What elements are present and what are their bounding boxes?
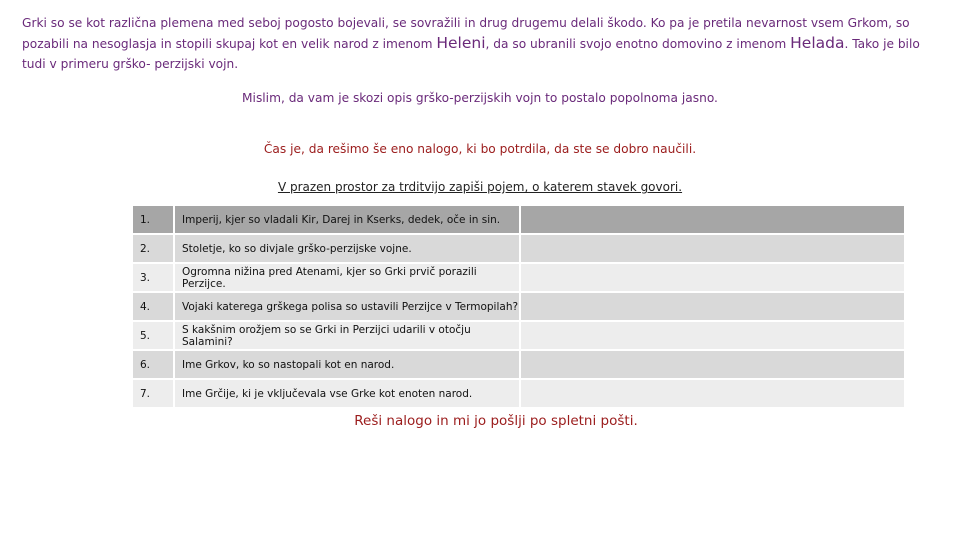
intro-text-3: . Tako je bilo tudi v primeru grško- perzijski vojn. [22, 37, 920, 71]
answer-cell[interactable] [519, 322, 904, 351]
table-row [133, 380, 904, 409]
answer-cell[interactable] [519, 206, 904, 235]
row-statement: Vojaki katerega grškega polisa so ustavili Perzijce v Termopilah? [173, 293, 519, 322]
table-row [133, 351, 904, 380]
table-row [133, 264, 904, 293]
task-call-line: Čas je, da rešimo še eno nalogo, ki bo potrdila, da ste se dobro naučili. [263, 142, 697, 156]
term-heleni: Heleni [436, 34, 486, 52]
instruction-line: V prazen prostor za trditvijo zapiši pojem, o katerem stavek govori. [277, 180, 683, 194]
row-statement: Stoletje, ko so divjale grško-perzijske vojne. [173, 235, 519, 264]
table-row [133, 293, 904, 322]
row-statement: S kakšnim orožjem so se Grki in Perzijci udarili v otočju Salamini? [173, 322, 519, 351]
row-number: 2. [133, 235, 173, 264]
row-statement: Ogromna nižina pred Atenami, kjer so Grki prvič porazili Perzijce. [173, 264, 519, 293]
row-statement: Ime Grkov, ko so nastopali kot en narod. [173, 351, 519, 380]
row-number: 4. [133, 293, 173, 322]
table-row [133, 206, 904, 235]
intro-paragraph [22, 13, 937, 74]
answer-cell[interactable] [519, 264, 904, 293]
row-number: 3. [133, 264, 173, 293]
answer-cell[interactable] [519, 380, 904, 409]
row-number: 5. [133, 322, 173, 351]
row-number: 7. [133, 380, 173, 409]
answer-cell[interactable] [519, 351, 904, 380]
intro-text-2: , da so ubranili svojo enotno domovino z imenom [485, 37, 791, 51]
summary-line: Mislim, da vam je skozi opis grško-perzijskih vojn to postalo popolnoma jasno. [242, 91, 718, 105]
quiz-table [133, 206, 904, 409]
row-statement: Imperij, kjer so vladali Kir, Darej in Kserks, dedek, oče in sin. [173, 206, 519, 235]
answer-cell[interactable] [519, 293, 904, 322]
closing-instruction: Reši nalogo in mi jo pošlji po spletni pošti. [354, 413, 638, 429]
row-statement: Ime Grčije, ki je vključevala vse Grke kot enoten narod. [173, 380, 519, 409]
intro-text-1: Grki so se kot različna plemena med seboj pogosto bojevali, se sovražili in drug drugemu delali škodo. Ko pa je pretila nevarnost vsem Grkom, so pozabili na nesoglasja in stopili skupaj kot en velik narod z imenom [22, 16, 910, 51]
row-number: 1. [133, 206, 173, 235]
term-helada: Helada [790, 34, 845, 52]
row-number: 6. [133, 351, 173, 380]
answer-cell[interactable] [519, 235, 904, 264]
table-row [133, 322, 904, 351]
table-row [133, 235, 904, 264]
